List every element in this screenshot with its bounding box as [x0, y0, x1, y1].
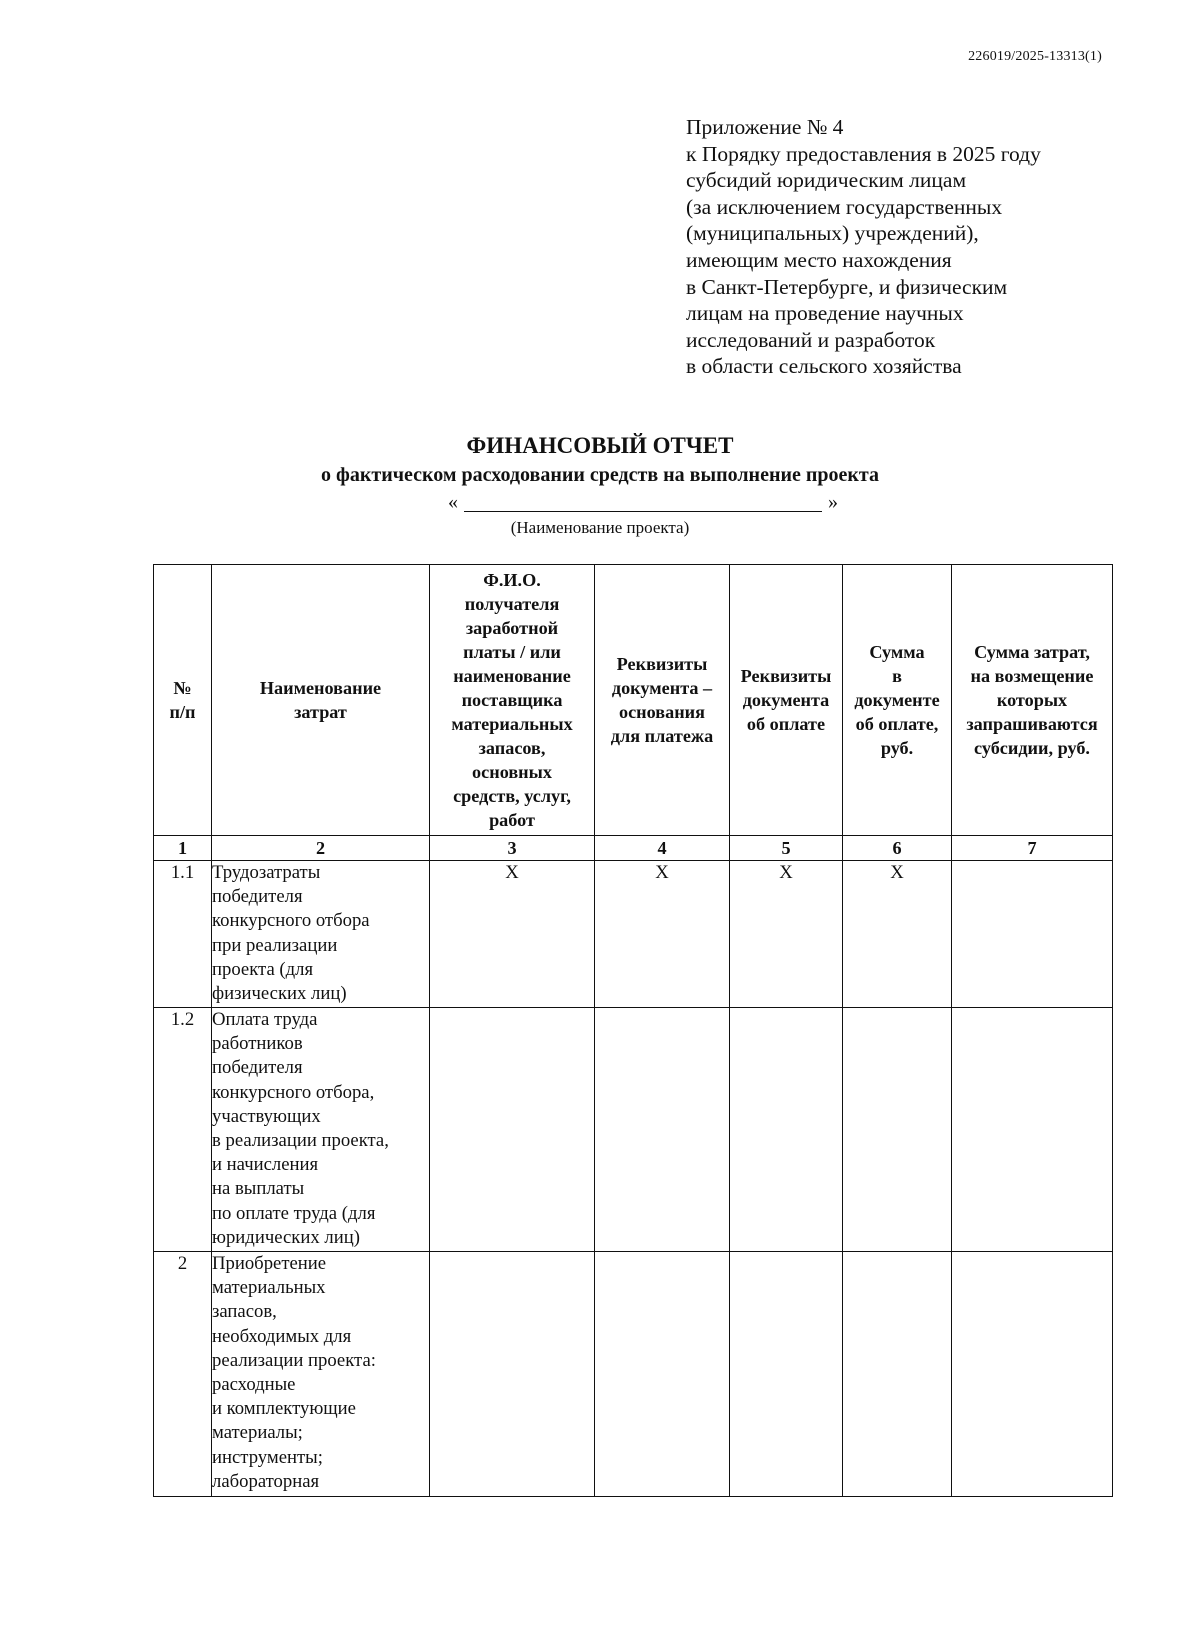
header-line: руб.: [880, 738, 914, 758]
header-line: средств, услуг,: [453, 786, 571, 806]
header-line: получателя: [464, 594, 560, 614]
expense-name-line: проекта (для: [212, 958, 314, 980]
expense-name-line: и комплектующие: [212, 1398, 356, 1420]
table-row: [154, 861, 1113, 1008]
column-number: 2: [212, 836, 430, 861]
expense-name-line: лабораторная: [212, 1470, 320, 1492]
header-line: об оплате: [746, 714, 826, 734]
expense-name-line: расходные: [212, 1374, 296, 1396]
row-number: 1.1: [154, 861, 212, 1008]
expense-name-line: Приобретение: [212, 1253, 327, 1274]
header-line: №: [173, 678, 192, 698]
header-line: запасов,: [478, 738, 546, 758]
column-number: 6: [843, 836, 952, 861]
expense-name-cell: [212, 861, 430, 1008]
annex-line: в области сельского хозяйства: [686, 354, 962, 379]
column-number: 3: [430, 836, 595, 861]
subsidy-amount-cell: [952, 1252, 1113, 1497]
payment-amount-cell: [843, 1252, 952, 1497]
header-line: на возмещение: [970, 666, 1094, 686]
report-title: ФИНАНСОВЫЙ ОТЧЕТ: [466, 433, 734, 458]
row-number: 2: [154, 1252, 212, 1497]
column-number: 4: [595, 836, 730, 861]
header-line: документа –: [611, 678, 713, 698]
expense-name-line: инструменты;: [212, 1446, 323, 1468]
annex-line: субсидий юридическим лицам: [686, 168, 967, 193]
annex-line: (муниципальных) учреждений),: [686, 221, 979, 246]
expense-name-line: реализации проекта:: [212, 1349, 376, 1371]
header-line: документа: [742, 690, 830, 710]
expense-name-line: победителя: [212, 886, 303, 908]
recipient-cell: [430, 1008, 595, 1252]
expense-name-line: на выплаты: [212, 1178, 305, 1200]
table-row: [154, 1252, 1113, 1497]
header-line: Наименование: [259, 678, 382, 698]
header-line: документе: [854, 690, 940, 710]
expense-name-line: конкурсного отбора,: [212, 1081, 375, 1103]
annex-line: Приложение № 4: [686, 115, 844, 139]
expense-name-line: и начисления: [212, 1154, 319, 1176]
payment-amount-cell: X: [843, 861, 952, 1008]
project-name-caption: (Наименование проекта): [510, 518, 690, 537]
expense-name-line: материальных: [212, 1277, 326, 1299]
expense-name-line: Оплата труда: [212, 1009, 318, 1030]
header-line: Сумма затрат,: [974, 642, 1090, 662]
subsidy-amount-cell: [952, 1008, 1113, 1252]
header-expense-name: [212, 565, 430, 836]
header-line: об оплате,: [855, 714, 939, 734]
row-number: 1.2: [154, 1008, 212, 1252]
expense-name-line: при реализации: [212, 934, 338, 956]
header-line: основания: [619, 702, 705, 722]
header-line: для платежа: [610, 726, 714, 746]
annex-block: [686, 114, 1126, 380]
expense-name-line: юридических лиц): [212, 1226, 360, 1248]
header-line: субсидии, руб.: [974, 738, 1090, 758]
payment-basis-cell: [595, 1008, 730, 1252]
header-recipient: [430, 565, 595, 836]
project-name-underline: [464, 511, 822, 512]
payment-amount-cell: [843, 1008, 952, 1252]
header-line: поставщика: [461, 690, 563, 710]
header-line: п/п: [169, 702, 196, 722]
expense-name-line: в реализации проекта,: [212, 1130, 389, 1152]
header-line: наименование: [453, 666, 571, 686]
header-line: основных: [472, 762, 552, 782]
expense-name-line: по оплате труда (для: [212, 1202, 376, 1224]
header-line: затрат: [294, 702, 347, 722]
expense-name-line: победителя: [212, 1057, 303, 1079]
recipient-cell: X: [430, 861, 595, 1008]
header-line: в: [892, 666, 902, 686]
close-quote: »: [828, 491, 838, 513]
header-payment-amount: [843, 565, 952, 836]
payment-basis-cell: [595, 1252, 730, 1497]
header-line: платы / или: [463, 642, 561, 662]
annex-line: исследований и разработок: [686, 327, 936, 352]
column-number: 1: [154, 836, 212, 861]
expense-name-cell: [212, 1008, 430, 1252]
subsidy-amount-cell: [952, 861, 1113, 1008]
header-line: работ: [489, 810, 535, 830]
expense-name-line: запасов,: [212, 1301, 277, 1323]
open-quote: «: [448, 491, 458, 513]
payment-document-cell: X: [730, 861, 843, 1008]
header-line: которых: [996, 690, 1068, 710]
annex-line: (за исключением государственных: [686, 194, 1003, 219]
column-number: 7: [952, 836, 1113, 861]
header-line: заработной: [465, 618, 559, 638]
report-subtitle: о фактическом расходовании средств на выполнение проекта: [321, 464, 879, 486]
payment-document-cell: [730, 1252, 843, 1497]
financial-report-table: [153, 564, 1113, 1497]
expense-name-line: необходимых для: [212, 1325, 352, 1347]
header-payment-document: [730, 565, 843, 836]
expense-name-line: конкурсного отбора: [212, 910, 370, 932]
header-payment-basis: [595, 565, 730, 836]
header-line: материальных: [451, 714, 573, 734]
header-line: Реквизиты: [740, 666, 832, 686]
header-row-number: [154, 565, 212, 836]
expense-name-line: материалы;: [212, 1422, 303, 1444]
header-line: Ф.И.О.: [483, 570, 541, 590]
expense-name-line: физических лиц): [212, 983, 347, 1005]
payment-basis-cell: X: [595, 861, 730, 1008]
annex-line: к Порядку предоставления в 2025 году: [686, 141, 1041, 166]
header-line: запрашиваются: [966, 714, 1098, 734]
recipient-cell: [430, 1252, 595, 1497]
table-row: [154, 1008, 1113, 1252]
project-name-blank: [448, 491, 838, 515]
table-header-row: [154, 565, 1113, 836]
annex-line: лицам на проведение научных: [686, 301, 964, 326]
header-line: Сумма: [869, 642, 925, 662]
expense-name-cell: [212, 1252, 430, 1497]
document-registration-number: 226019/2025-13313(1): [968, 49, 1102, 64]
annex-line: имеющим место нахождения: [686, 247, 952, 272]
header-line: Реквизиты: [616, 654, 708, 674]
column-number: 5: [730, 836, 843, 861]
expense-name-line: Трудозатраты: [212, 862, 321, 883]
column-number-row: [154, 836, 1113, 861]
annex-line: в Санкт-Петербурге, и физическим: [686, 274, 1008, 299]
expense-name-line: работников: [212, 1033, 303, 1055]
expense-name-line: участвующих: [212, 1105, 321, 1127]
payment-document-cell: [730, 1008, 843, 1252]
header-subsidy-amount: [952, 565, 1113, 836]
